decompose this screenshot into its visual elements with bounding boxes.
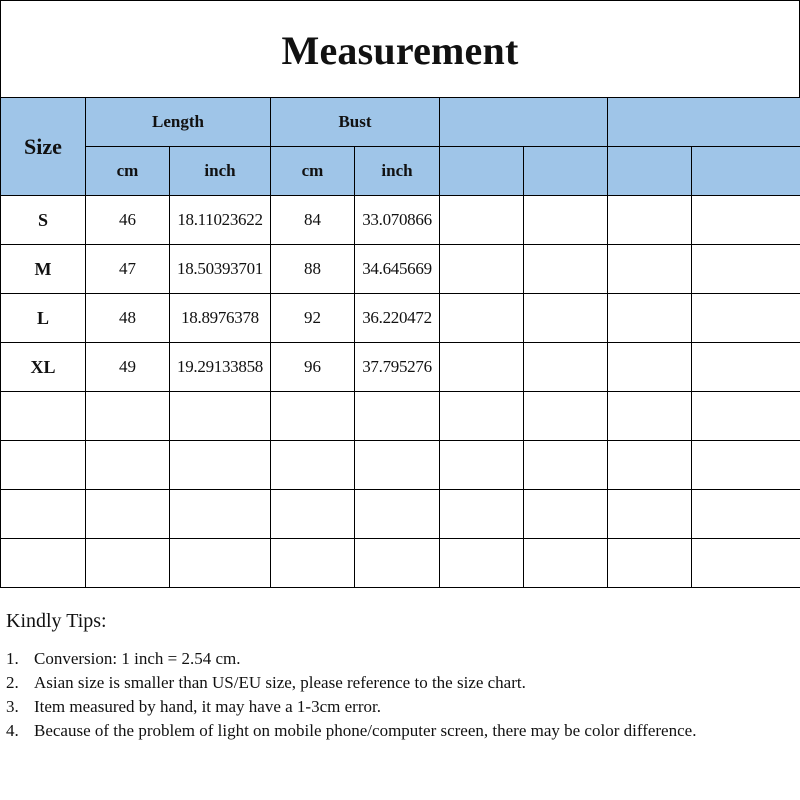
empty-cell [608,343,692,392]
empty-header [608,147,692,196]
table-row [1,294,800,343]
unit-header: cm [86,147,170,196]
table-row [1,343,800,392]
empty-cell [524,343,608,392]
empty-row [1,392,800,441]
title-box [0,0,800,98]
empty-cell [608,245,692,294]
empty-cell [524,245,608,294]
length-inch-cell: 19.29133858 [170,343,271,392]
bust-header: Bust [271,98,440,147]
tip-text: Asian size is smaller than US/EU size, please reference to the size chart. [34,673,526,692]
empty-cell [608,196,692,245]
unit-header: cm [271,147,355,196]
bust-inch-cell: 37.795276 [355,343,440,392]
empty-cell [524,196,608,245]
size-header: Size [1,98,86,196]
length-inch-cell: 18.11023622 [170,196,271,245]
empty-cell [608,294,692,343]
header-row-groups [1,98,800,147]
empty-cell [524,294,608,343]
empty-header [608,98,800,147]
list-item [6,695,706,719]
tip-number: 3. [6,697,19,716]
empty-header [524,147,608,196]
size-chart-table [0,97,800,588]
empty-row [1,490,800,539]
size-cell: XL [1,343,86,392]
length-header: Length [86,98,271,147]
length-cm-cell: 49 [86,343,170,392]
bust-inch-cell: 33.070866 [355,196,440,245]
empty-header [440,98,608,147]
bust-cm-cell: 84 [271,196,355,245]
empty-cell [440,196,524,245]
empty-cell [440,343,524,392]
empty-cell [692,294,800,343]
tip-number: 1. [6,649,19,668]
tip-text: Conversion: 1 inch = 2.54 cm. [34,649,241,668]
tips-list [6,647,706,743]
length-cm-cell: 47 [86,245,170,294]
size-cell: S [1,196,86,245]
length-inch-cell: 18.8976378 [170,294,271,343]
length-cm-cell: 48 [86,294,170,343]
table-row [1,245,800,294]
empty-row [1,441,800,490]
tip-number: 2. [6,673,19,692]
size-cell: M [1,245,86,294]
header-row-units [1,147,800,196]
empty-cell [692,196,800,245]
size-cell: L [1,294,86,343]
tips-title: Kindly Tips: [6,610,107,632]
empty-cell [440,245,524,294]
page-title: Measurement [281,28,519,73]
empty-header [440,147,524,196]
bust-inch-cell: 34.645669 [355,245,440,294]
list-item [6,719,706,743]
kindly-tips [6,610,706,743]
tip-number: 4. [6,721,19,740]
unit-header: inch [355,147,440,196]
list-item [6,647,706,671]
empty-row [1,539,800,588]
table-row [1,196,800,245]
tip-text: Item measured by hand, it may have a 1-3cm error. [34,697,381,716]
empty-cell [692,245,800,294]
empty-cell [440,294,524,343]
length-cm-cell: 46 [86,196,170,245]
tip-text: Because of the problem of light on mobile phone/computer screen, there may be color difference. [34,721,697,740]
empty-header [692,147,800,196]
empty-cell [692,343,800,392]
unit-header: inch [170,147,271,196]
bust-cm-cell: 88 [271,245,355,294]
bust-inch-cell: 36.220472 [355,294,440,343]
bust-cm-cell: 92 [271,294,355,343]
list-item [6,671,706,695]
length-inch-cell: 18.50393701 [170,245,271,294]
bust-cm-cell: 96 [271,343,355,392]
